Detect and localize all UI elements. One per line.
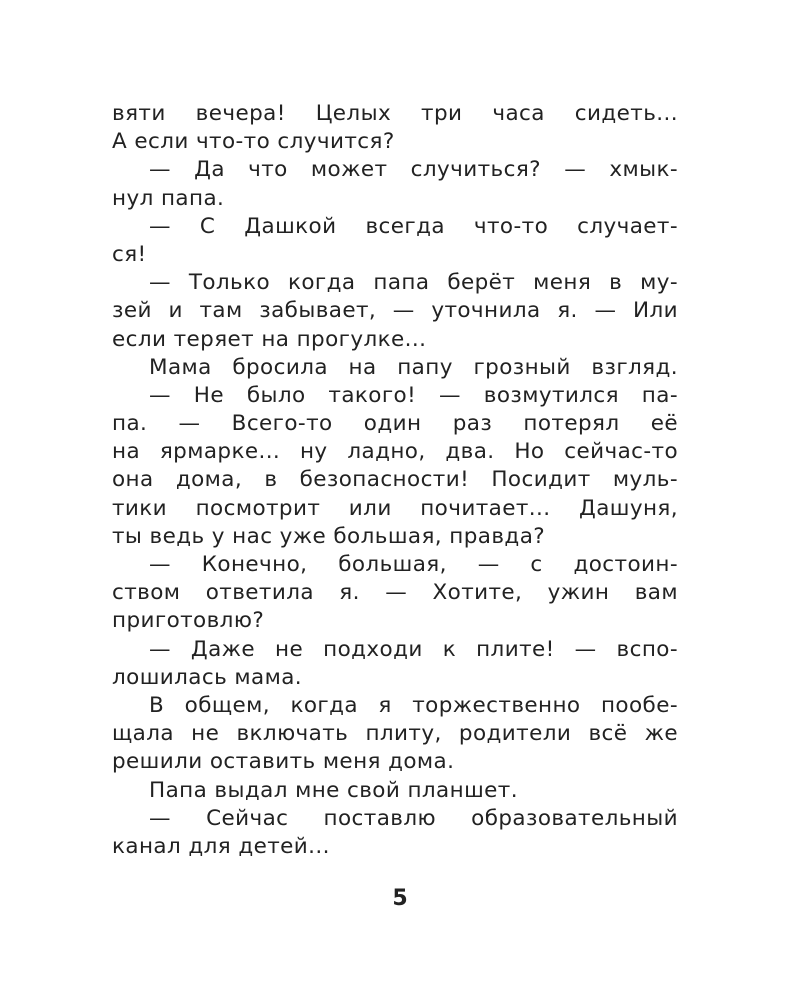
text-line: Мама бросила на папу грозный взгляд.	[149, 354, 678, 380]
text-line: Папа выдал мне свой планшет.	[149, 777, 518, 803]
text-line: — Не было такого! — возмутился па-	[149, 382, 678, 408]
text-line: В общем, когда я торжественно пообе-	[149, 692, 678, 718]
page-number: 5	[392, 886, 408, 911]
text-line: па. — Всего-то один раз потерял её	[112, 411, 678, 437]
text-line: — Сейчас поставлю образовательный	[149, 805, 678, 831]
text-line: решили оставить меня дома.	[112, 749, 455, 775]
text-line: на ярмарке... ну ладно, два. Но сейчас-то	[112, 439, 678, 465]
text-line: тики посмотрит или почитает... Дашуня,	[112, 495, 678, 521]
text-line: ством ответила я. — Хотите, ужин вам	[112, 580, 678, 606]
text-line: вяти вечера! Целых три часа сидеть...	[112, 101, 678, 126]
text-line: ся!	[112, 241, 147, 267]
text-line: лошилась мама.	[112, 664, 303, 690]
text-line: — С Дашкой всегда что-то случает-	[149, 213, 678, 239]
text-line: — Только когда папа берёт меня в му-	[149, 270, 678, 296]
body-text	[112, 100, 678, 861]
text-line: — Да что может случиться? — хмык-	[149, 157, 678, 183]
text-line: приготовлю?	[112, 608, 265, 634]
text-line: А если что-то случится?	[112, 129, 395, 155]
text-line: — Конечно, большая, — с достоин-	[149, 552, 678, 577]
text-line: канал для детей...	[112, 833, 330, 859]
text-line: нул папа.	[112, 185, 225, 211]
text-line: щала не включать плиту, родители всё же	[112, 721, 678, 747]
text-line: она дома, в безопасности! Посидит муль-	[112, 467, 678, 493]
text-line: — Даже не подходи к плите! — вспо-	[149, 636, 678, 662]
text-line: зей и там забывает, — уточнила я. — Или	[112, 298, 678, 324]
text-line: ты ведь у нас уже большая, правда?	[112, 523, 546, 549]
text-line: если теряет на прогулке...	[112, 326, 427, 352]
